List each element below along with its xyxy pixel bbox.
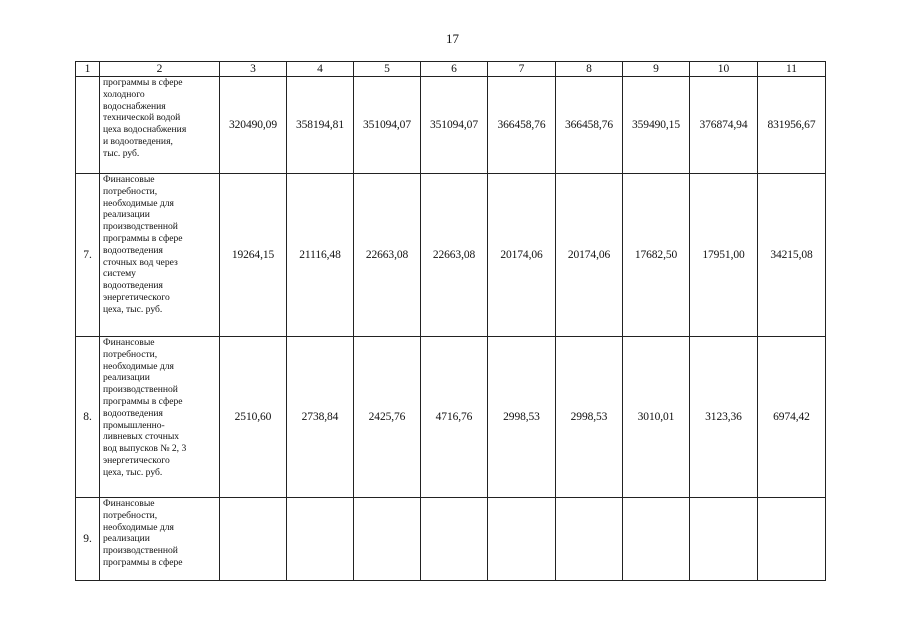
column-header: 10 [690, 62, 758, 77]
column-header: 1 [76, 62, 100, 77]
value-cell: 2510,60 [220, 337, 287, 498]
value-cell [421, 498, 488, 581]
value-cell: 6974,42 [758, 337, 826, 498]
value-cell: 831956,67 [758, 77, 826, 174]
value-cell [287, 498, 354, 581]
row-description [100, 498, 220, 581]
value-cell: 376874,94 [690, 77, 758, 174]
description-line: водоотведения [103, 280, 163, 292]
description-line: энергетического [103, 454, 170, 466]
value-cell: 17951,00 [690, 174, 758, 337]
table-row [76, 77, 826, 174]
description-line: производственной [103, 221, 178, 233]
value-cell: 2738,84 [287, 337, 354, 498]
value-cell [758, 498, 826, 581]
value-cell: 2425,76 [354, 337, 421, 498]
description-line: холодного [103, 88, 145, 100]
value-cell: 366458,76 [488, 77, 556, 174]
column-header: 2 [100, 62, 220, 77]
description-line: необходимые для [103, 360, 174, 372]
description-line: водоотведения [103, 244, 163, 256]
value-cell: 320490,09 [220, 77, 287, 174]
table-row [76, 337, 826, 498]
page-number: 17 [446, 31, 459, 46]
value-cell: 351094,07 [354, 77, 421, 174]
description-line: производственной [103, 384, 178, 396]
value-cell: 359490,15 [623, 77, 690, 174]
description-line: цеха, тыс. руб. [103, 303, 163, 315]
description-line: тыс. руб. [103, 147, 140, 159]
column-header: 3 [220, 62, 287, 77]
value-cell [556, 498, 623, 581]
row-description [100, 77, 220, 174]
value-cell: 2998,53 [556, 337, 623, 498]
description-line: промышленно- [103, 419, 165, 431]
description-line: производственной [103, 545, 178, 557]
data-table [75, 61, 826, 581]
value-cell [488, 498, 556, 581]
description-line: необходимые для [103, 197, 174, 209]
table-row [76, 174, 826, 337]
column-header: 4 [287, 62, 354, 77]
value-cell: 366458,76 [556, 77, 623, 174]
column-header: 6 [421, 62, 488, 77]
description-line: потребности, [103, 509, 158, 521]
value-cell: 4716,76 [421, 337, 488, 498]
description-line: потребности, [103, 185, 158, 197]
description-line: потребности, [103, 348, 158, 360]
value-cell: 3123,36 [690, 337, 758, 498]
row-description [100, 174, 220, 337]
description-line: Финансовые [103, 174, 155, 185]
value-cell: 21116,48 [287, 174, 354, 337]
value-cell [354, 498, 421, 581]
description-line: программы в сфере [103, 395, 183, 407]
description-line: ливневых сточных [103, 431, 180, 443]
description-line: систему [103, 268, 136, 280]
row-index: 9. [76, 498, 100, 581]
value-cell: 20174,06 [488, 174, 556, 337]
column-header: 7 [488, 62, 556, 77]
column-header: 11 [758, 62, 826, 77]
description-line: технической водой [103, 112, 181, 124]
value-cell: 2998,53 [488, 337, 556, 498]
description-line: водоснабжения [103, 100, 166, 112]
value-cell [690, 498, 758, 581]
description-line: водоотведения [103, 407, 163, 419]
table-row [76, 498, 826, 581]
description-line: необходимые для [103, 521, 174, 533]
description-line: реализации [103, 372, 150, 384]
value-cell: 358194,81 [287, 77, 354, 174]
description-line: вод выпусков № 2, 3 [103, 443, 187, 455]
description-line: реализации [103, 209, 150, 221]
row-index: 7. [76, 174, 100, 337]
description-line: цеха, тыс. руб. [103, 466, 163, 478]
value-cell: 22663,08 [421, 174, 488, 337]
description-line: Финансовые [103, 337, 155, 348]
value-cell: 34215,08 [758, 174, 826, 337]
description-line: Финансовые [103, 498, 155, 509]
value-cell: 351094,07 [421, 77, 488, 174]
description-line: программы в сфере [103, 77, 183, 88]
column-header: 9 [623, 62, 690, 77]
value-cell: 20174,06 [556, 174, 623, 337]
value-cell: 3010,01 [623, 337, 690, 498]
description-line: энергетического [103, 291, 170, 303]
value-cell [623, 498, 690, 581]
value-cell: 22663,08 [354, 174, 421, 337]
value-cell: 19264,15 [220, 174, 287, 337]
column-header: 5 [354, 62, 421, 77]
row-index: 8. [76, 337, 100, 498]
description-line: сточных вод через [103, 256, 178, 268]
table-header-row [76, 62, 826, 77]
description-line: и водоотведения, [103, 135, 173, 147]
row-index [76, 77, 100, 174]
description-line: реализации [103, 533, 150, 545]
description-line: программы в сфере [103, 556, 183, 568]
description-line: программы в сфере [103, 232, 183, 244]
description-line: цеха водоснабжения [103, 124, 187, 136]
column-header: 8 [556, 62, 623, 77]
value-cell: 17682,50 [623, 174, 690, 337]
value-cell [220, 498, 287, 581]
row-description [100, 337, 220, 498]
